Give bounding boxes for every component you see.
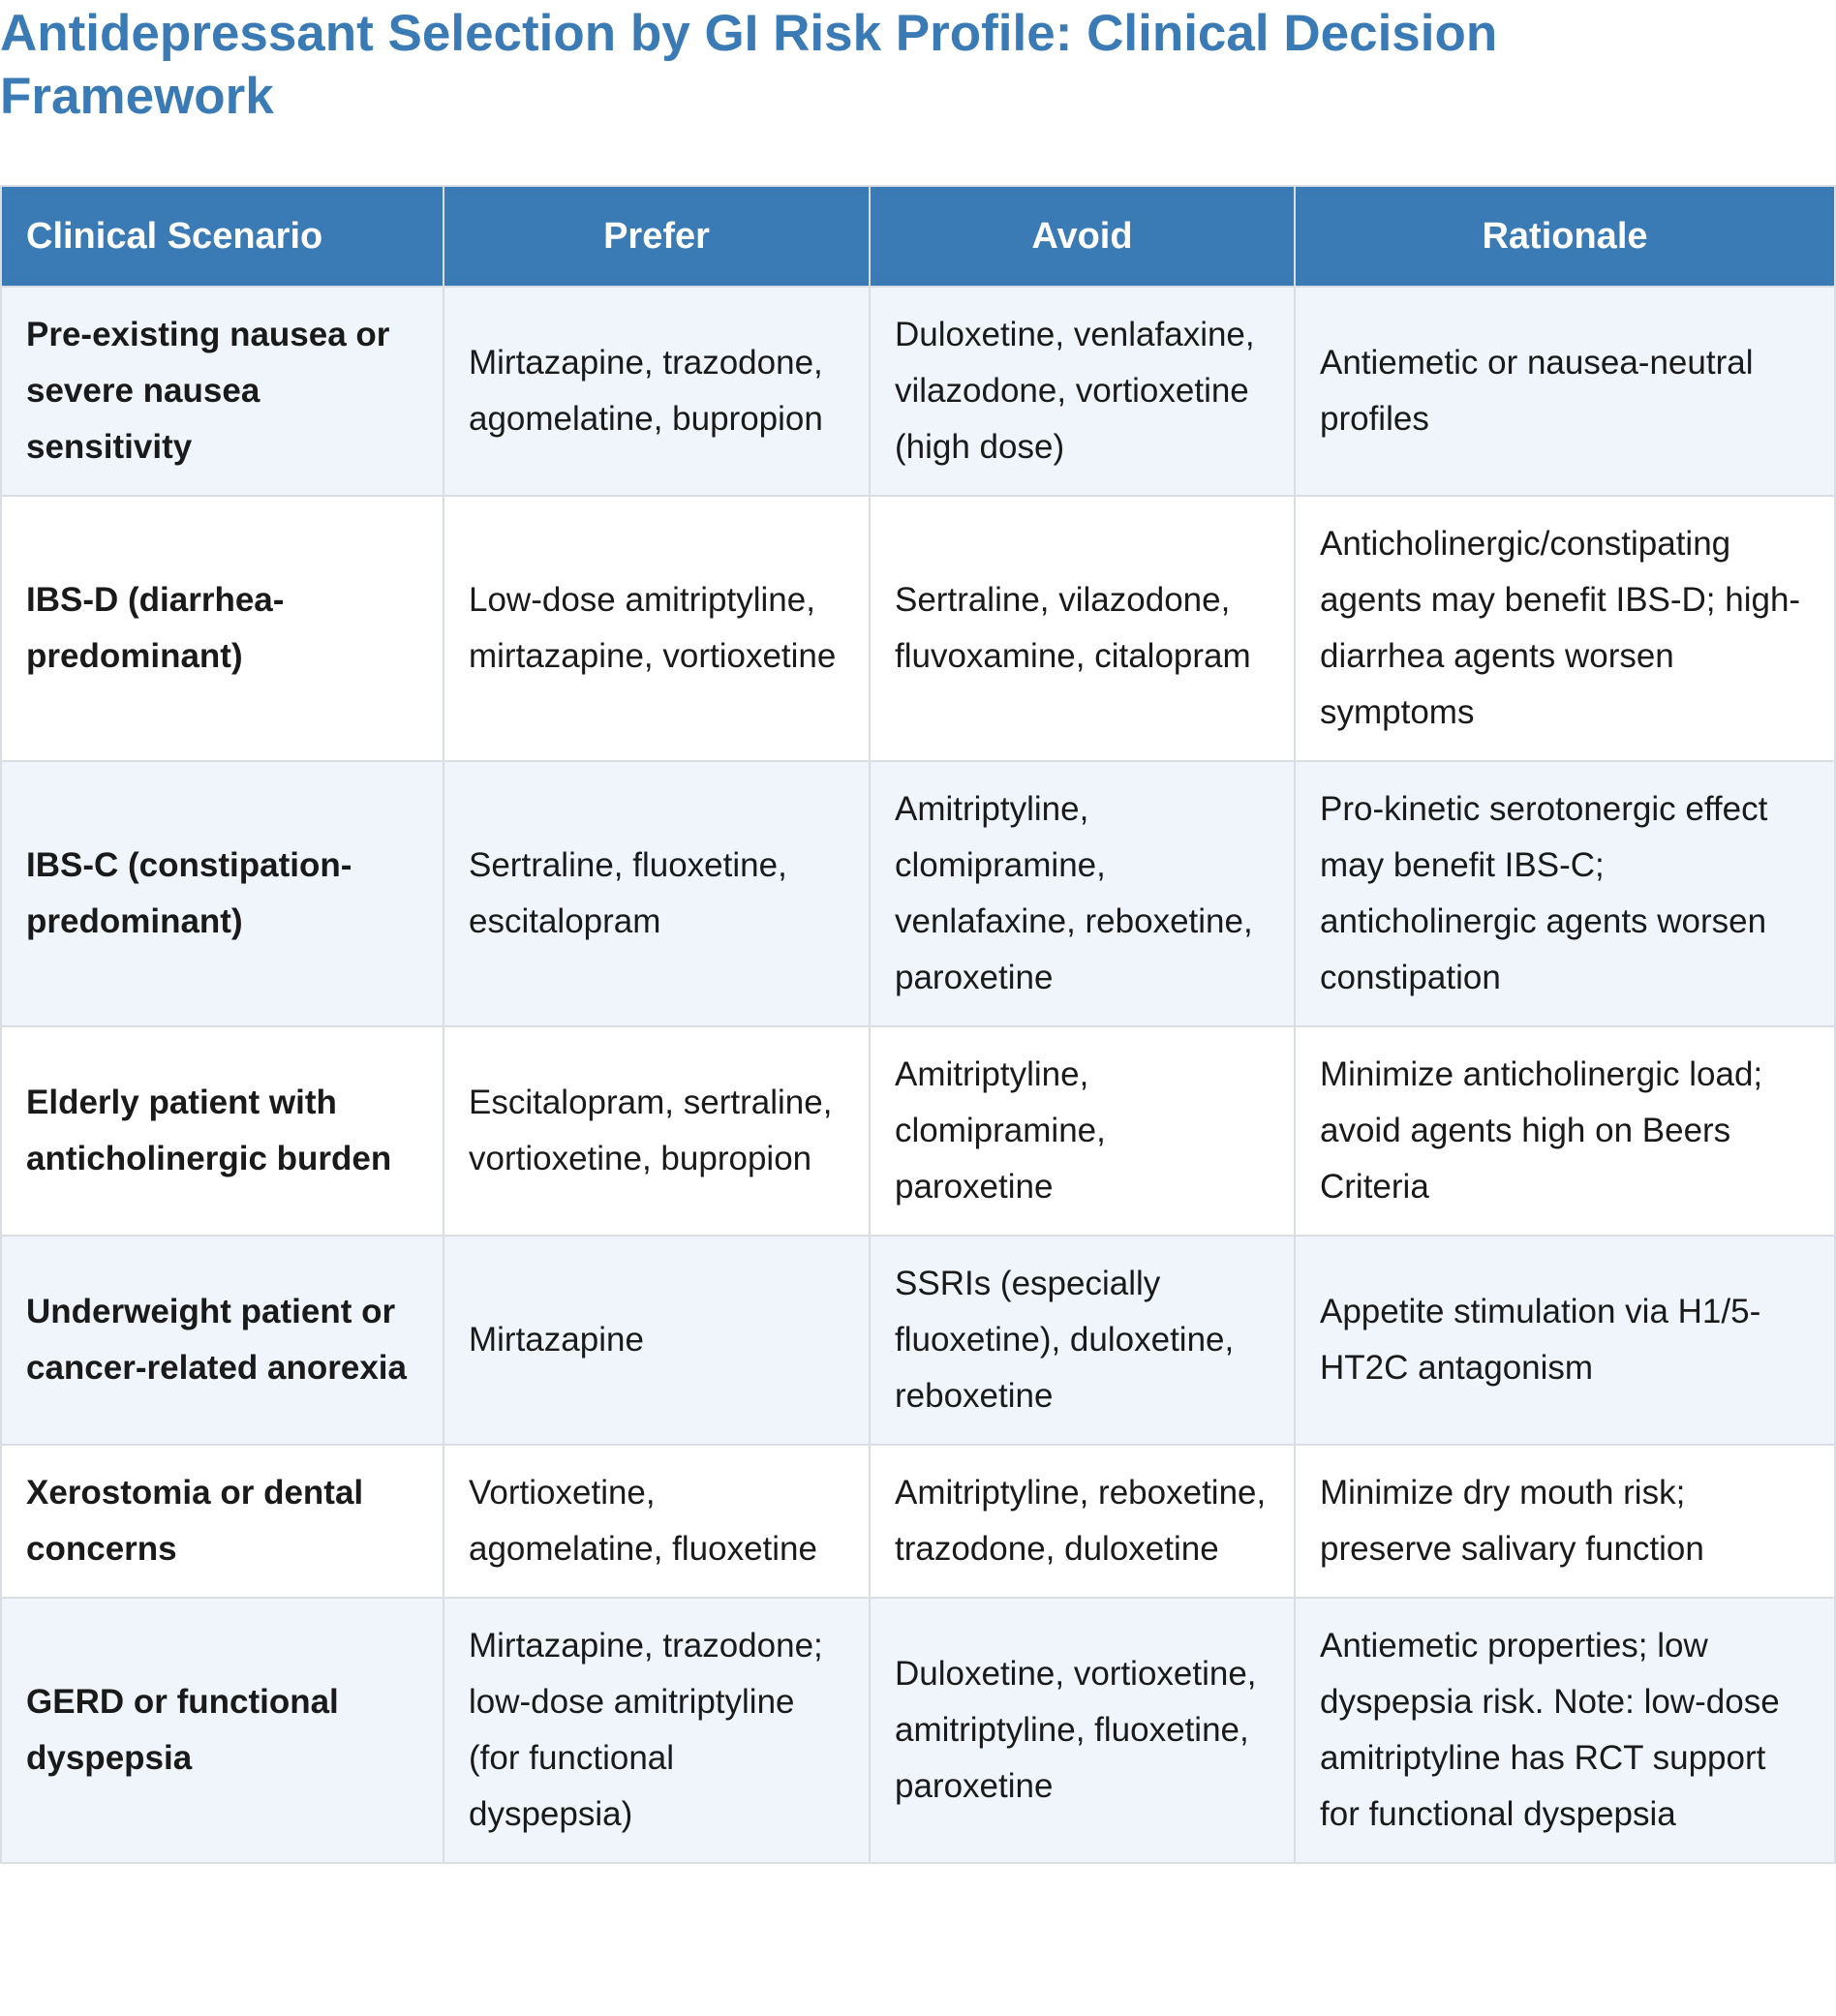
avoid-cell: Amitriptyline, clomipramine, venlafaxine, reboxetine, paroxetine <box>870 761 1295 1026</box>
rationale-cell: Minimize dry mouth risk; preserve salivary function <box>1295 1445 1835 1598</box>
header-rationale: Rationale <box>1295 186 1835 287</box>
header-clinical-scenario: Clinical Scenario <box>1 186 444 287</box>
scenario-cell: Pre-existing nausea or severe nausea sensitivity <box>1 287 444 496</box>
table-row <box>1 287 1835 496</box>
page-title: Antidepressant Selection by GI Risk Profile: Clinical Decision Framework <box>0 5 1498 125</box>
scenario-cell: Elderly patient with anticholinergic burden <box>1 1026 444 1236</box>
header-avoid: Avoid <box>870 186 1295 287</box>
rationale-cell: Antiemetic properties; low dyspepsia risk. Note: low-dose amitriptyline has RCT support for functional dyspepsia <box>1295 1598 1835 1863</box>
prefer-cell: Sertraline, fluoxetine, escitalopram <box>444 761 870 1026</box>
prefer-cell: Mirtazapine, trazodone; low-dose amitriptyline (for functional dyspepsia) <box>444 1598 870 1863</box>
scenario-cell: IBS-C (constipation-predominant) <box>1 761 444 1026</box>
rationale-cell: Anticholinergic/constipating agents may benefit IBS-D; high-diarrhea agents worsen symptoms <box>1295 496 1835 761</box>
scenario-cell: GERD or functional dyspepsia <box>1 1598 444 1863</box>
table-row <box>1 761 1835 1026</box>
table-row <box>1 1026 1835 1236</box>
table-row <box>1 1236 1835 1445</box>
prefer-cell: Vortioxetine, agomelatine, fluoxetine <box>444 1445 870 1598</box>
table-row <box>1 496 1835 761</box>
table-row <box>1 1445 1835 1598</box>
rationale-cell: Appetite stimulation via H1/5-HT2C antagonism <box>1295 1236 1835 1445</box>
decision-table <box>0 185 1836 1864</box>
table-row <box>1 1598 1835 1863</box>
prefer-cell: Mirtazapine, trazodone, agomelatine, bupropion <box>444 287 870 496</box>
rationale-cell: Minimize anticholinergic load; avoid agents high on Beers Criteria <box>1295 1026 1835 1236</box>
avoid-cell: Amitriptyline, clomipramine, paroxetine <box>870 1026 1295 1236</box>
scenario-cell: IBS-D (diarrhea-predominant) <box>1 496 444 761</box>
prefer-cell: Escitalopram, sertraline, vortioxetine, bupropion <box>444 1026 870 1236</box>
rationale-cell: Antiemetic or nausea-neutral profiles <box>1295 287 1835 496</box>
prefer-cell: Mirtazapine <box>444 1236 870 1445</box>
avoid-cell: Duloxetine, venlafaxine, vilazodone, vortioxetine (high dose) <box>870 287 1295 496</box>
rationale-cell: Pro-kinetic serotonergic effect may benefit IBS-C; anticholinergic agents worsen constipation <box>1295 761 1835 1026</box>
avoid-cell: SSRIs (especially fluoxetine), duloxetine, reboxetine <box>870 1236 1295 1445</box>
table-header-row <box>1 186 1835 287</box>
prefer-cell: Low-dose amitriptyline, mirtazapine, vortioxetine <box>444 496 870 761</box>
scenario-cell: Underweight patient or cancer-related anorexia <box>1 1236 444 1445</box>
avoid-cell: Amitriptyline, reboxetine, trazodone, duloxetine <box>870 1445 1295 1598</box>
header-prefer: Prefer <box>444 186 870 287</box>
avoid-cell: Duloxetine, vortioxetine, amitriptyline, fluoxetine, paroxetine <box>870 1598 1295 1863</box>
avoid-cell: Sertraline, vilazodone, fluvoxamine, citalopram <box>870 496 1295 761</box>
scenario-cell: Xerostomia or dental concerns <box>1 1445 444 1598</box>
